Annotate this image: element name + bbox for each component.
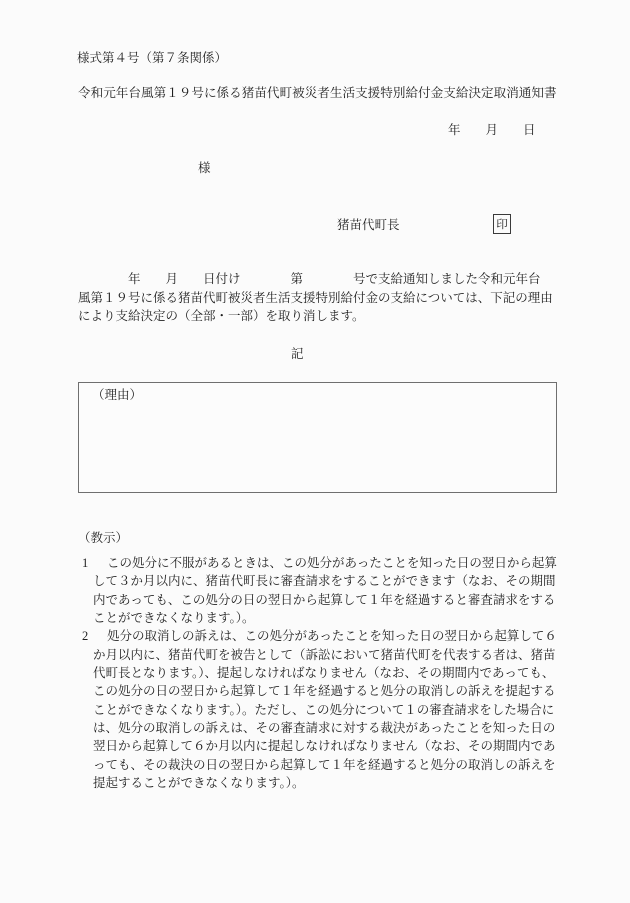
- instruction-item-number: 1: [82, 556, 89, 570]
- body-paragraph-line: 年 月 日付け 第 号で支給通知しました令和元年台: [78, 272, 541, 286]
- instructions-heading: （教示）: [78, 531, 129, 545]
- body-paragraph-line: により支給決定の（全部・一部）を取り消します。: [78, 309, 365, 323]
- instruction-line: 提起することができなくなります。）。: [93, 776, 305, 791]
- form-number: 様式第４号（第７条関係）: [77, 51, 228, 65]
- instruction-line: 翌日から起算して６か月以内に提起しなければなりません（なお、その期間内であ: [93, 739, 556, 754]
- seal-stamp-box: [493, 214, 511, 234]
- instruction-item-first-line: [78, 627, 557, 645]
- record-heading: 記: [291, 347, 304, 361]
- instruction-line: っても、その裁決の日の翌日から起算して１年を経過すると処分の取消しの訴えを: [93, 757, 556, 772]
- instruction-line: 代町長となります。）、提起しなければなりません（なお、その期間内であっても、: [93, 666, 555, 681]
- instruction-line-text: 処分の取消しの訴えは、この処分があったことを知った日の翌日から起算して６: [107, 629, 557, 644]
- body-paragraph-line: 風第１９号に係る猪苗代町被災者生活支援特別給付金の支給については、下記の理由: [78, 290, 553, 305]
- reason-box: [78, 382, 557, 493]
- instruction-item-number: 2: [82, 629, 89, 644]
- instructions-list: [78, 554, 557, 792]
- instruction-item-first-line: [78, 554, 557, 572]
- seal-label: 印: [496, 219, 508, 231]
- issue-date: 年 月 日: [448, 123, 536, 137]
- instruction-line: して３か月以内に、猪苗代町長に審査請求をすることができます（なお、その期間: [93, 574, 556, 589]
- body-paragraph: [78, 270, 553, 326]
- instruction-line: は、処分の取消しの訴えは、その審査請求に対する裁決があったことを知った日の: [93, 721, 556, 736]
- document-title: 令和元年台風第１９号に係る猪苗代町被災者生活支援特別給付金支給決定取消通知書: [78, 86, 557, 100]
- instruction-line: か月以内に、猪苗代町を被告として（訴訟において猪苗代町を代表する者は、猪苗: [93, 647, 556, 662]
- addressee-honorific: 様: [198, 161, 211, 175]
- instruction-line: この処分の日の翌日から起算して１年を経過すると処分の取消しの訴えを提起する: [93, 684, 556, 699]
- instruction-line: 内であっても、この処分の日の翌日から起算して１年を経過すると審査請求をする: [93, 592, 556, 607]
- issuer-title: 猪苗代町長: [337, 218, 400, 232]
- instruction-line: ことができなくなります。）。: [93, 611, 255, 626]
- instruction-line: ことができなくなります。）。ただし、この処分について１の審査請求をした場合に: [93, 702, 555, 717]
- instruction-line-text: この処分に不服があるときは、この処分があったことを知った日の翌日から起算: [107, 556, 557, 570]
- reason-label: （理由）: [92, 388, 143, 402]
